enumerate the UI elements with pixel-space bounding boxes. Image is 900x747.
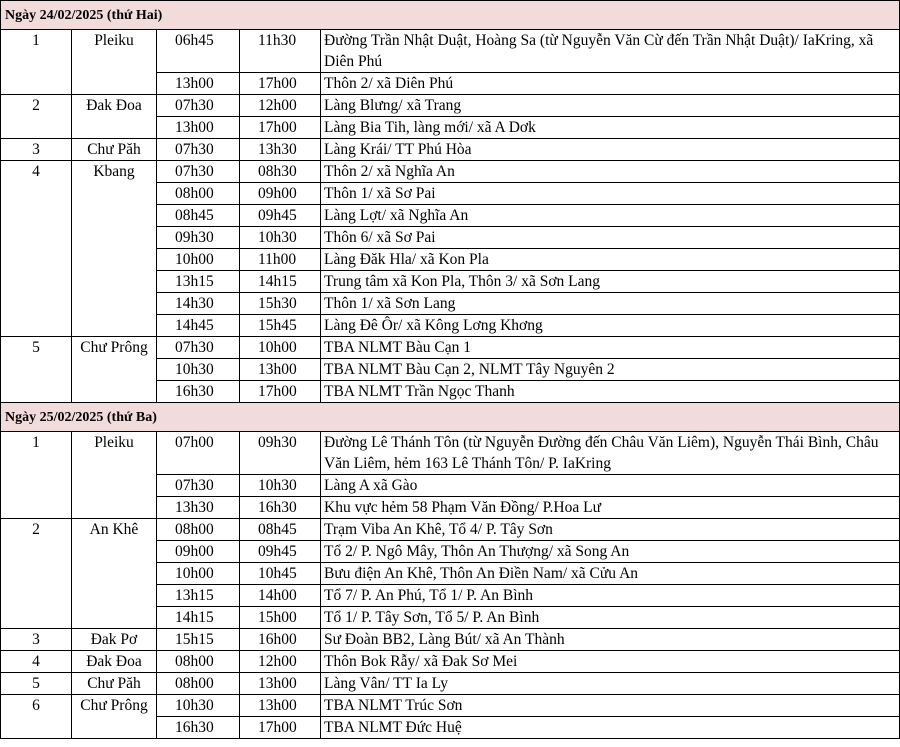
start-time-cell: 09h00: [157, 541, 240, 563]
start-time-cell: 13h15: [157, 585, 240, 607]
group-number-cell: 1: [1, 432, 72, 519]
end-time-cell: 13h30: [240, 139, 321, 161]
end-time-cell: 08h45: [240, 519, 321, 541]
start-time-cell: 06h45: [157, 30, 240, 73]
location-cell: Đường Trần Nhật Duật, Hoàng Sa (từ Nguyễn Văn Cừ đến Trần Nhật Duật)/ IaKring, xã Diên Phú: [321, 30, 900, 73]
end-time-cell: 16h30: [240, 497, 321, 519]
location-cell: TBA NLMT Bàu Cạn 2, NLMT Tây Nguyên 2: [321, 359, 900, 381]
end-time-cell: 13h00: [240, 695, 321, 717]
end-time-cell: 17h00: [240, 73, 321, 95]
start-time-cell: 07h30: [157, 337, 240, 359]
start-time-cell: 13h00: [157, 73, 240, 95]
end-time-cell: 13h00: [240, 359, 321, 381]
start-time-cell: 16h30: [157, 381, 240, 403]
table-row: [1, 519, 900, 541]
start-time-cell: 14h45: [157, 315, 240, 337]
schedule-body: [1, 1, 900, 739]
end-time-cell: 11h30: [240, 30, 321, 73]
end-time-cell: 09h45: [240, 541, 321, 563]
unit-cell: Chư Păh: [72, 673, 157, 695]
table-row: [1, 432, 900, 475]
end-time-cell: 14h00: [240, 585, 321, 607]
group-number-cell: 2: [1, 95, 72, 139]
end-time-cell: 11h00: [240, 249, 321, 271]
start-time-cell: 08h00: [157, 673, 240, 695]
day-header: Ngày 24/02/2025 (thứ Hai): [1, 1, 900, 30]
day-header: Ngày 25/02/2025 (thứ Ba): [1, 403, 900, 432]
start-time-cell: 13h30: [157, 497, 240, 519]
group-number-cell: 5: [1, 337, 72, 403]
start-time-cell: 07h30: [157, 95, 240, 117]
day-header-row: [1, 1, 900, 30]
location-cell: TBA NLMT Trúc Sơn: [321, 695, 900, 717]
start-time-cell: 07h30: [157, 161, 240, 183]
table-row: [1, 651, 900, 673]
end-time-cell: 10h00: [240, 337, 321, 359]
start-time-cell: 07h00: [157, 432, 240, 475]
unit-cell: Pleiku: [72, 30, 157, 95]
start-time-cell: 14h30: [157, 293, 240, 315]
location-cell: Thôn Bok Rẫy/ xã Đak Sơ Mei: [321, 651, 900, 673]
location-cell: Tổ 1/ P. Tây Sơn, Tổ 5/ P. An Bình: [321, 607, 900, 629]
location-cell: Thôn 2/ xã Nghĩa An: [321, 161, 900, 183]
end-time-cell: 08h30: [240, 161, 321, 183]
unit-cell: Đak Đoa: [72, 95, 157, 139]
end-time-cell: 15h45: [240, 315, 321, 337]
group-number-cell: 3: [1, 139, 72, 161]
start-time-cell: 16h30: [157, 717, 240, 739]
location-cell: Thôn 1/ xã Sơ Pai: [321, 183, 900, 205]
location-cell: TBA NLMT Trần Ngọc Thanh: [321, 381, 900, 403]
group-number-cell: 4: [1, 161, 72, 337]
start-time-cell: 10h00: [157, 563, 240, 585]
end-time-cell: 12h00: [240, 95, 321, 117]
unit-cell: Chư Prông: [72, 337, 157, 403]
location-cell: Làng A xã Gào: [321, 475, 900, 497]
location-cell: Trung tâm xã Kon Pla, Thôn 3/ xã Sơn Lang: [321, 271, 900, 293]
start-time-cell: 15h15: [157, 629, 240, 651]
end-time-cell: 17h00: [240, 381, 321, 403]
start-time-cell: 10h00: [157, 249, 240, 271]
end-time-cell: 14h15: [240, 271, 321, 293]
table-row: [1, 139, 900, 161]
end-time-cell: 15h30: [240, 293, 321, 315]
location-cell: Trạm Viba An Khê, Tổ 4/ P. Tây Sơn: [321, 519, 900, 541]
table-row: [1, 673, 900, 695]
unit-cell: Chư Prông: [72, 695, 157, 739]
start-time-cell: 08h00: [157, 519, 240, 541]
end-time-cell: 12h00: [240, 651, 321, 673]
unit-cell: Kbang: [72, 161, 157, 337]
unit-cell: Đak Đoa: [72, 651, 157, 673]
group-number-cell: 4: [1, 651, 72, 673]
location-cell: TBA NLMT Bàu Cạn 1: [321, 337, 900, 359]
location-cell: Làng Blưng/ xã Trang: [321, 95, 900, 117]
location-cell: Làng Lợt/ xã Nghĩa An: [321, 205, 900, 227]
end-time-cell: 17h00: [240, 117, 321, 139]
location-cell: Bưu điện An Khê, Thôn An Điền Nam/ xã Cửu An: [321, 563, 900, 585]
table-row: [1, 30, 900, 73]
location-cell: Thôn 1/ xã Sơn Lang: [321, 293, 900, 315]
start-time-cell: 07h30: [157, 475, 240, 497]
location-cell: Đường Lê Thánh Tôn (từ Nguyễn Đường đến Châu Văn Liêm), Nguyễn Thái Bình, Châu Văn Liêm, hẻm 163 Lê Thánh Tôn/ P. IaKring: [321, 432, 900, 475]
start-time-cell: 10h30: [157, 695, 240, 717]
start-time-cell: 08h00: [157, 183, 240, 205]
start-time-cell: 09h30: [157, 227, 240, 249]
start-time-cell: 14h15: [157, 607, 240, 629]
end-time-cell: 09h45: [240, 205, 321, 227]
end-time-cell: 10h30: [240, 227, 321, 249]
end-time-cell: 10h30: [240, 475, 321, 497]
location-cell: Sư Đoàn BB2, Làng Bút/ xã An Thành: [321, 629, 900, 651]
end-time-cell: 09h30: [240, 432, 321, 475]
location-cell: Làng Vân/ TT Ia Ly: [321, 673, 900, 695]
table-row: [1, 695, 900, 717]
group-number-cell: 5: [1, 673, 72, 695]
start-time-cell: 07h30: [157, 139, 240, 161]
start-time-cell: 08h45: [157, 205, 240, 227]
group-number-cell: 1: [1, 30, 72, 95]
day-header-row: [1, 403, 900, 432]
location-cell: Tổ 2/ P. Ngô Mây, Thôn An Thượng/ xã Song An: [321, 541, 900, 563]
end-time-cell: 16h00: [240, 629, 321, 651]
end-time-cell: 13h00: [240, 673, 321, 695]
location-cell: Thôn 6/ xã Sơ Pai: [321, 227, 900, 249]
location-cell: TBA NLMT Đức Huệ: [321, 717, 900, 739]
unit-cell: Pleiku: [72, 432, 157, 519]
location-cell: Khu vực hẻm 58 Phạm Văn Đồng/ P.Hoa Lư: [321, 497, 900, 519]
table-row: [1, 629, 900, 651]
end-time-cell: 10h45: [240, 563, 321, 585]
unit-cell: Đak Pơ: [72, 629, 157, 651]
table-row: [1, 161, 900, 183]
table-row: [1, 337, 900, 359]
group-number-cell: 3: [1, 629, 72, 651]
location-cell: Làng Đăk Hla/ xã Kon Pla: [321, 249, 900, 271]
location-cell: Tổ 7/ P. An Phú, Tổ 1/ P. An Bình: [321, 585, 900, 607]
unit-cell: Chư Păh: [72, 139, 157, 161]
start-time-cell: 13h15: [157, 271, 240, 293]
end-time-cell: 17h00: [240, 717, 321, 739]
group-number-cell: 6: [1, 695, 72, 739]
start-time-cell: 10h30: [157, 359, 240, 381]
location-cell: Làng Đê Ôr/ xã Kông Lơng Khơng: [321, 315, 900, 337]
unit-cell: An Khê: [72, 519, 157, 629]
start-time-cell: 13h00: [157, 117, 240, 139]
group-number-cell: 2: [1, 519, 72, 629]
location-cell: Thôn 2/ xã Diên Phú: [321, 73, 900, 95]
location-cell: Làng Krái/ TT Phú Hòa: [321, 139, 900, 161]
location-cell: Làng Bia Tih, làng mới/ xã A Dơk: [321, 117, 900, 139]
end-time-cell: 09h00: [240, 183, 321, 205]
end-time-cell: 15h00: [240, 607, 321, 629]
start-time-cell: 08h00: [157, 651, 240, 673]
table-row: [1, 95, 900, 117]
